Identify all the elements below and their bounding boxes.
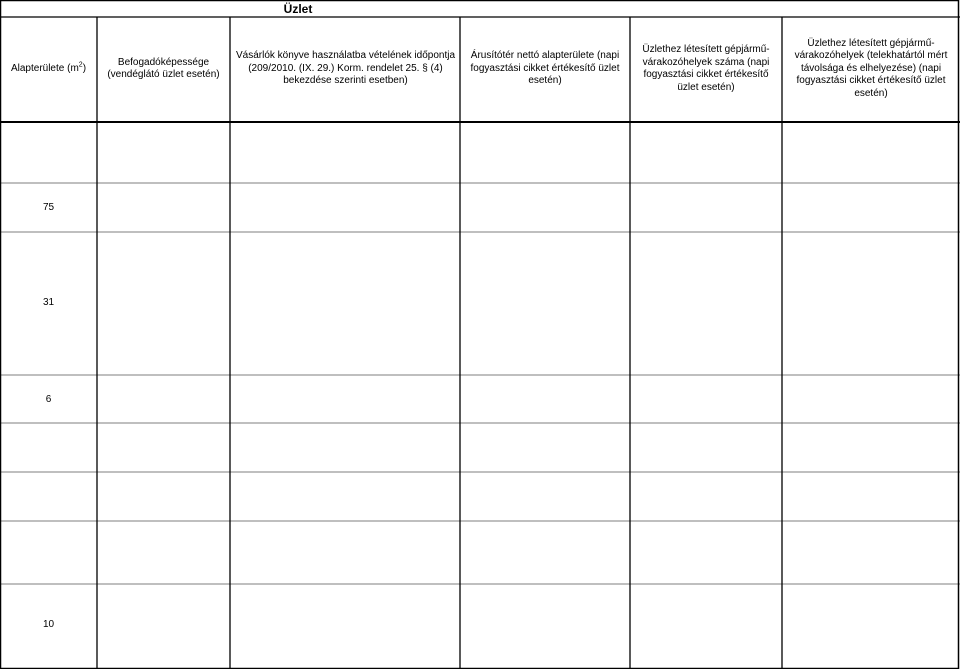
table-row-2-area: 75	[42, 202, 55, 213]
header-area-text: Alapterülete (m	[10, 62, 79, 74]
table-row-4-area: 6	[45, 394, 52, 405]
header-parking-count-text: Üzlethez létesített gépjármű-várakozóhelyek száma (napi fogyasztási cikket értékesítő üzlet esetén)	[642, 44, 770, 93]
header-area-superscript: 2	[78, 61, 83, 69]
header-capacity-text: Befogadóképessége (vendéglátó üzlet esetén)	[107, 56, 220, 80]
table-title	[0, 0, 960, 17]
header-area	[0, 17, 97, 121]
header-capacity	[100, 17, 227, 121]
header-parking-distance-text: Üzlethez létesített gépjármű-várakozóhelyek (telekhatártól mért távolsága és elhelyezése) (napi fogyasztási cikket értékesítő üzlet esetén)	[794, 37, 948, 99]
table-title-text: Üzlet	[283, 1, 313, 16]
header-complaint-book	[231, 17, 460, 121]
header-sales-area	[466, 17, 624, 121]
header-sales-area-text: Árusítótér nettó alapterülete (napi fogyasztási cikket értékesítő üzlet esetén)	[470, 50, 620, 87]
header-area-close: )	[82, 62, 87, 74]
table-row-3-area: 31	[42, 297, 55, 308]
header-complaint-book-text: Vásárlók könyve használatba vételének időpontja (209/2010. (IX. 29.) Korm. rendelet 25. § (4) bekezdése szerinti esetben)	[235, 50, 456, 87]
table-row-7-area: 10	[42, 619, 55, 630]
header-parking-distance	[786, 17, 956, 121]
header-parking-count	[636, 17, 776, 121]
